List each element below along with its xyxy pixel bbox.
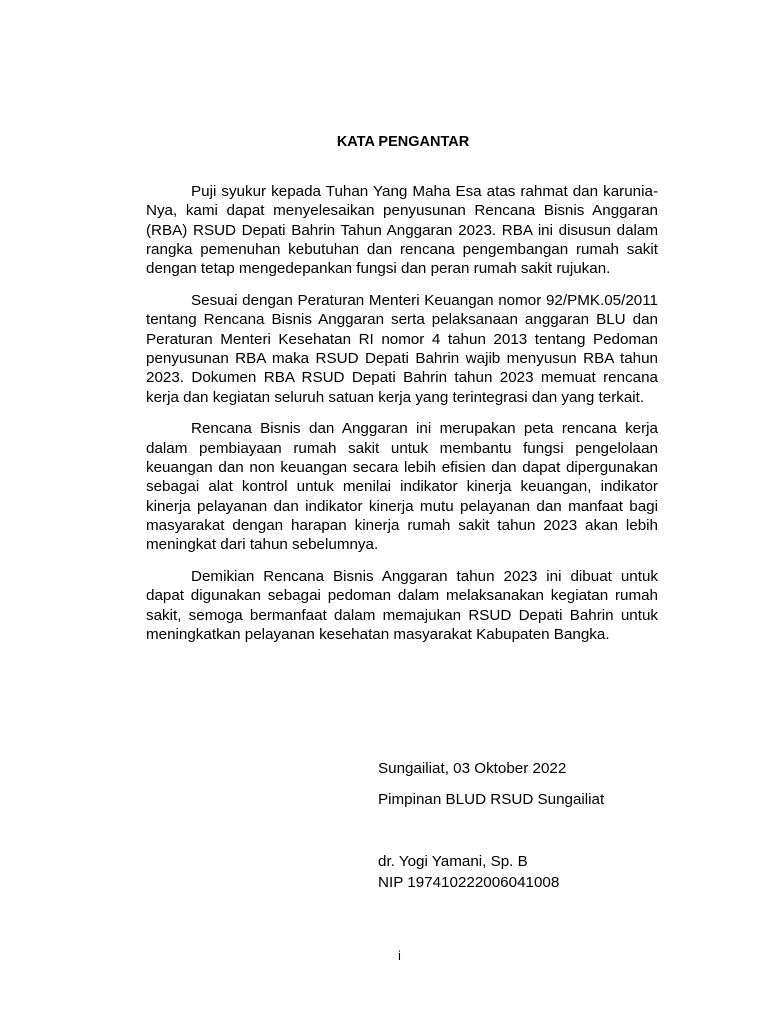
paragraph-2: Sesuai dengan Peraturan Menteri Keuangan nomor 92/PMK.05/2011 tentang Rencana Bisnis Anggaran serta pelaksanaan anggaran BLU dan Peraturan Menteri Kesehatan RI nomor 4 tahun 2013 tentang Pedoman penyusunan RBA maka RSUD Depati Bahrin wajib menyusun RBA tahun 2023. Dokumen RBA RSUD Depati Bahrin tahun 2023 memuat rencana kerja dan kegiatan seluruh satuan kerja yang terintegrasi dan yang terkait. — [146, 292, 658, 406]
paragraph-3: Rencana Bisnis dan Anggaran ini merupakan peta rencana kerja dalam pembiayaan rumah sakit untuk membantu fungsi pengelolaan keuangan dan non keuangan secara lebih efisien dan dapat dipergunakan sebagai alat kontrol untuk menilai indikator kinerja keuangan, indikator kinerja pelayanan dan indikator kinerja mutu pelayanan dan manfaat bagi masyarakat dengan harapan kinerja rumah sakit tahun 2023 akan lebih meningkat dari tahun sebelumnya. — [146, 420, 658, 554]
page-number: i — [398, 948, 401, 963]
document-title: KATA PENGANTAR — [336, 134, 470, 150]
signature-name: dr. Yogi Yamani, Sp. B — [378, 853, 528, 870]
document-body — [146, 182, 658, 657]
paragraph-4: Demikian Rencana Bisnis Anggaran tahun 2023 ini dibuat untuk dapat digunakan sebagai pedoman dalam melaksanakan kegiatan rumah sakit, semoga bermanfaat dalam memajukan RSUD Depati Bahrin untuk meningkatkan pelayanan kesehatan masyarakat Kabupaten Bangka. — [146, 568, 658, 644]
signature-position: Pimpinan BLUD RSUD Sungailiat — [378, 791, 605, 808]
paragraph-1: Puji syukur kepada Tuhan Yang Maha Esa atas rahmat dan karunia-Nya, kami dapat menyelesaikan penyusunan Rencana Bisnis Anggaran (RBA) RSUD Depati Bahrin Tahun Anggaran 2023. RBA ini disusun dalam rangka pemenuhan kebutuhan dan rencana pengembangan rumah sakit dengan tetap mengedepankan fungsi dan peran rumah sakit rujukan. — [146, 183, 658, 278]
signature-nip: NIP 197410222006041008 — [378, 874, 560, 891]
signature-place-date: Sungailiat, 03 Oktober 2022 — [378, 760, 567, 777]
